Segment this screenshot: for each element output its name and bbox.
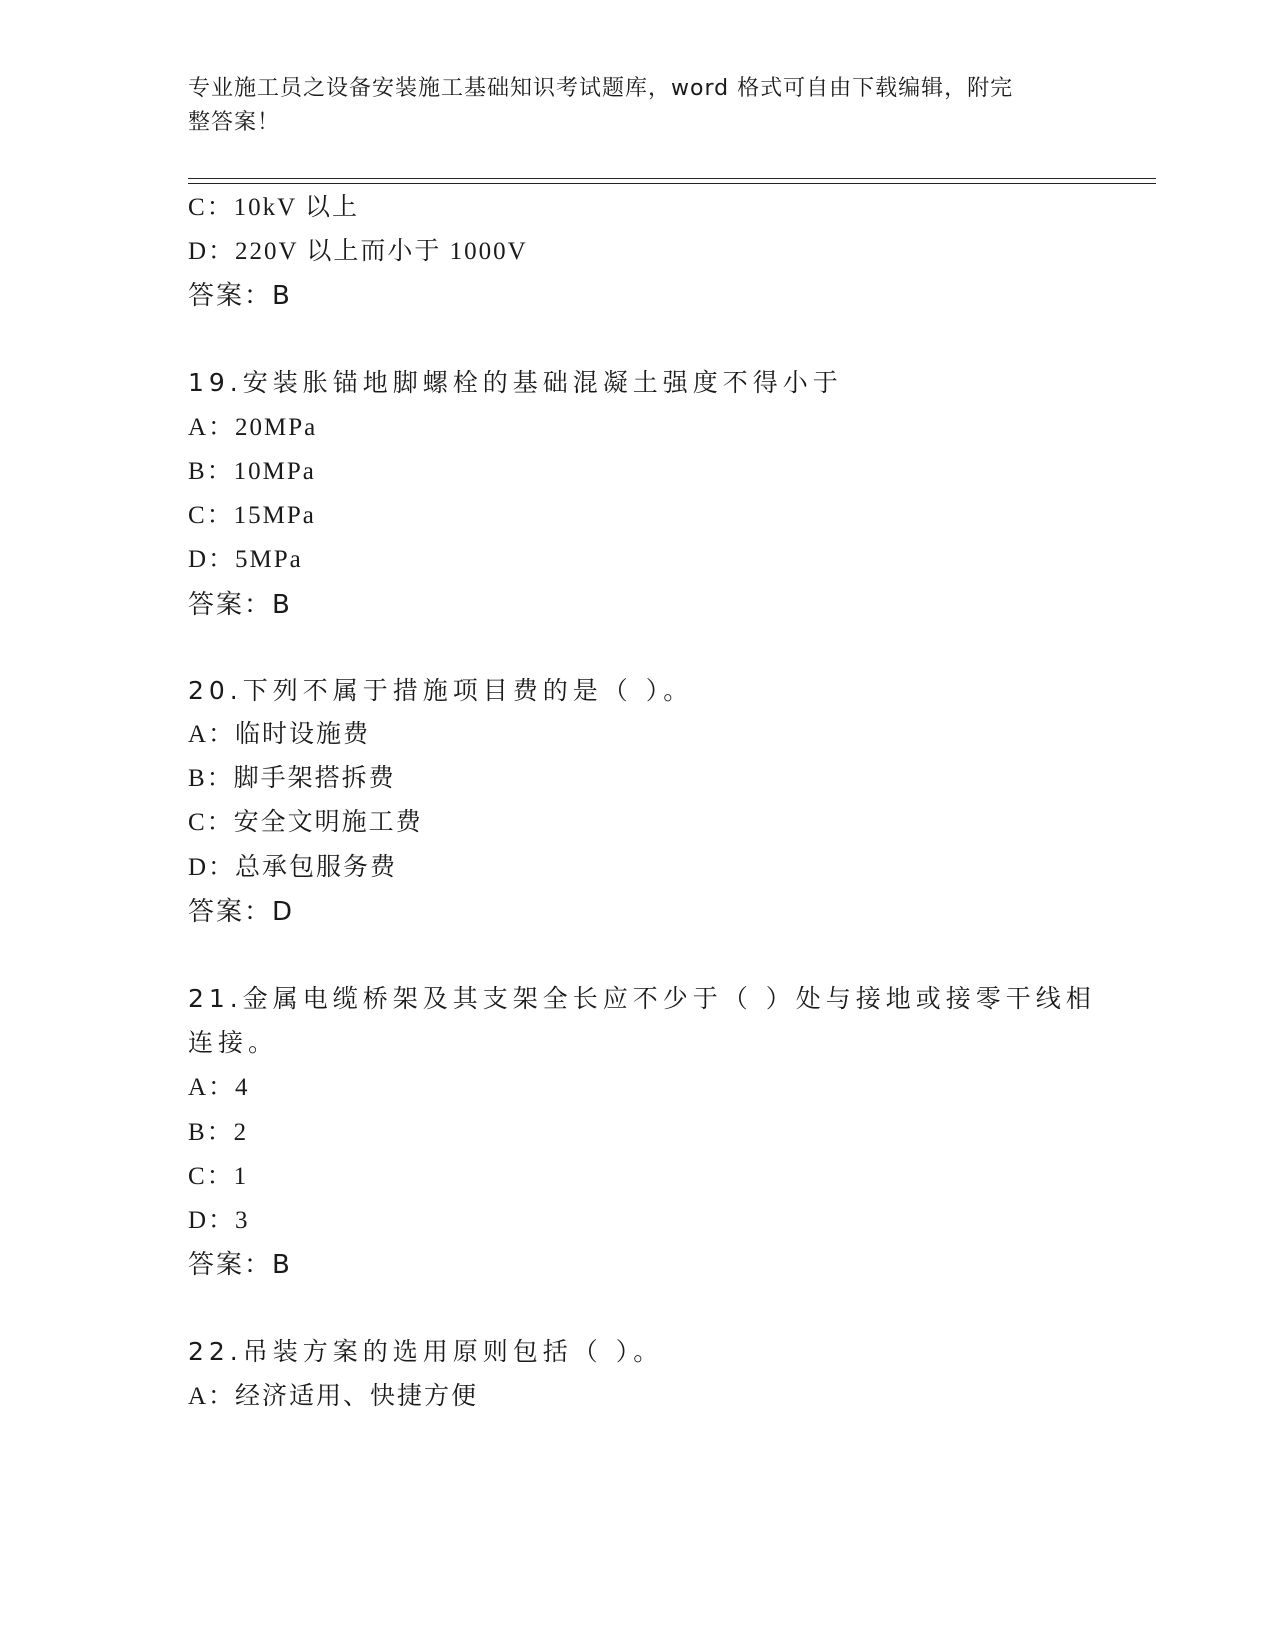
question-21-answer: 答案：B [188,1250,292,1280]
question-21-option-d: D：3 [188,1207,250,1234]
question-22-option-a: A：经济适用、快捷方便 [188,1383,479,1410]
question-19-option-b: B：10MPa [188,458,316,485]
question-21-stem-line-1: 21.金属电缆桥架及其支架全长应不少于（ ）处与接地或接零干线相 [188,984,1096,1013]
header-line-2: 整答案！ [188,110,281,135]
prev-option-c: C：10kV 以上 [188,194,360,221]
document-header [188,72,1088,140]
question-20-option-d: D：总承包服务费 [188,854,398,881]
question-19-stem: 19.安装胀锚地脚螺栓的基础混凝土强度不得小于 [188,368,843,397]
question-19-option-c: C：15MPa [188,502,316,529]
question-21-option-c: C：1 [188,1163,249,1190]
question-20-option-a: A：临时设施费 [188,721,371,748]
question-20-option-c: C：安全文明施工费 [188,809,423,836]
question-21-option-a: A：4 [188,1074,250,1101]
prev-option-d: D：220V 以上而小于 1000V [188,238,528,265]
header-divider-bottom [188,183,1156,184]
question-19-answer: 答案：B [188,590,292,620]
question-20-option-b: B：脚手架搭拆费 [188,765,396,792]
header-line-1: 专业施工员之设备安装施工基础知识考试题库，word 格式可自由下载编辑，附完 [188,76,1014,101]
question-19-option-d: D：5MPa [188,546,303,573]
question-21-option-b: B：2 [188,1119,249,1146]
question-19-option-a: A：20MPa [188,414,318,441]
header-divider-top [188,178,1156,179]
prev-answer: 答案：B [188,281,292,311]
question-20-stem: 20.下列不属于措施项目费的是（ ）。 [188,676,694,705]
question-21-stem-line-2: 连接。 [188,1028,279,1057]
question-22-stem: 22.吊装方案的选用原则包括（ ）。 [188,1337,664,1366]
question-20-answer: 答案：D [188,897,295,927]
